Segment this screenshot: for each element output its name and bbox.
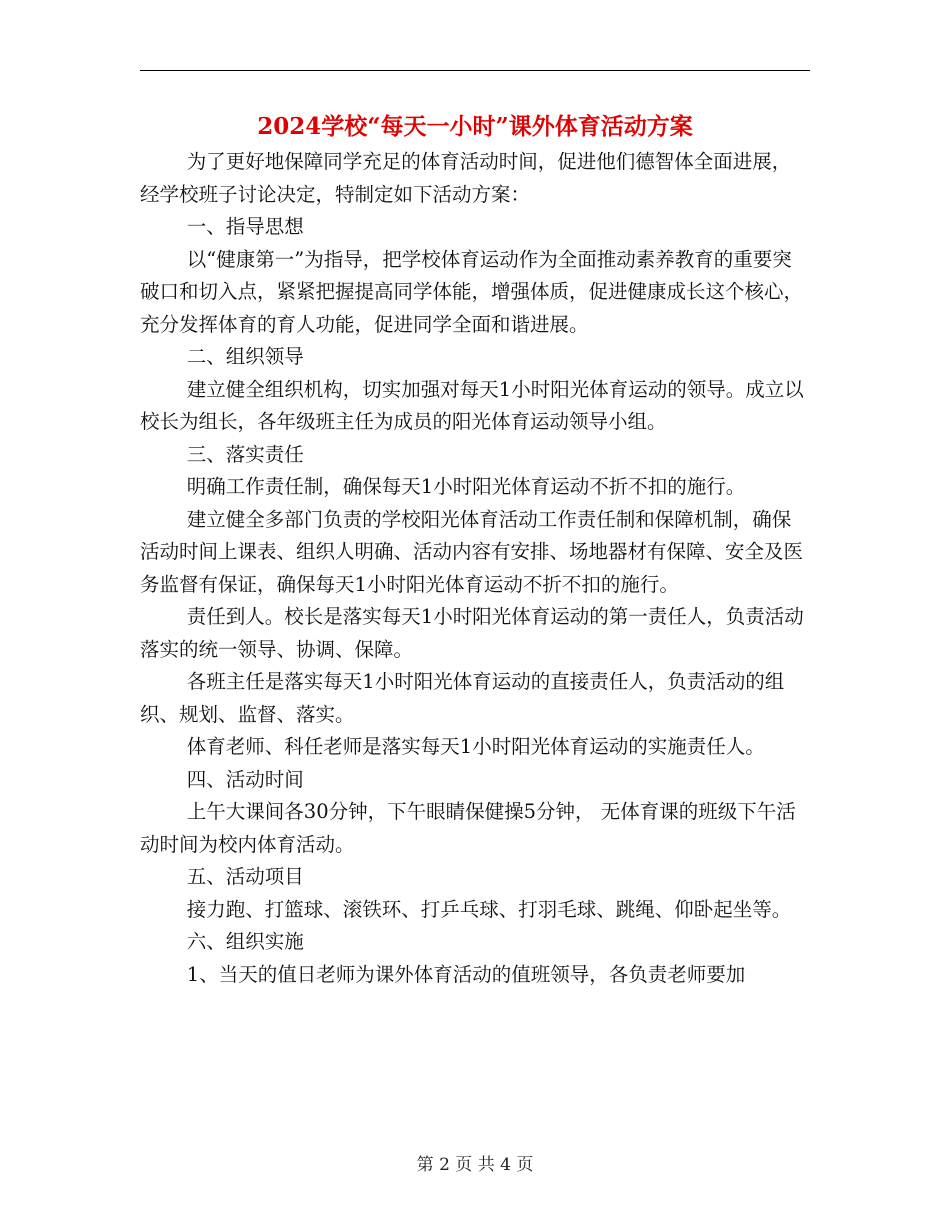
document-title: 2024学校“每天一小时”课外体育活动方案	[257, 113, 693, 140]
paragraph: 1、当天的值日老师为课外体育活动的值班领导，各负责老师要加	[186, 962, 746, 986]
page-footer: 第 2 页 共 4 页	[416, 1155, 534, 1175]
paragraph: 接力跑、打篮球、滚铁环、打乒乓球、打羽毛球、跳绳、仰卧起坐等。	[186, 897, 792, 921]
paragraph: 各班主任是落实每天1小时阳光体育运动的直接责任人，负责活动的组织、规划、监督、落实。	[140, 670, 785, 726]
header-rule	[140, 70, 810, 71]
paragraph: 明确工作责任制，确保每天1小时阳光体育运动不折不扣的施行。	[186, 475, 746, 498]
paragraph: 上午大课间各30分钟，下午眼睛保健操5分钟， 无体育课的班级下午活动时间为校内体育活动。	[140, 800, 796, 856]
section-heading: 三、落实责任	[186, 442, 304, 466]
section-heading: 六、组织实施	[186, 930, 304, 953]
section-heading: 四、活动时间	[186, 767, 304, 791]
paragraph: 为了更好地保障同学充足的体育活动时间，促进他们德智体全面进展，经学校班子讨论决定，特制定如下活动方案：	[140, 150, 792, 206]
paragraph: 建立健全多部门负责的学校阳光体育活动工作责任制和保障机制，确保活动时间上课表、组织人明确、活动内容有安排、场地器材有保障、安全及医务监督有保证，确保每天1小时阳光体育运动不折不扣的施行。	[140, 507, 804, 596]
paragraph: 建立健全组织机构，切实加强对每天1小时阳光体育运动的领导。成立以校长为组长，各年级班主任为成员的阳光体育运动领导小组。	[140, 377, 804, 433]
section-heading: 五、活动项目	[186, 865, 304, 888]
section-heading: 二、组织领导	[186, 345, 304, 368]
section-heading: 一、指导思想	[186, 215, 304, 238]
paragraph: 责任到人。校长是落实每天1小时阳光体育运动的第一责任人，负责活动落实的统一领导、协调、保障。	[140, 605, 804, 661]
paragraph: 以“健康第一”为指导，把学校体育运动作为全面推动素养教育的重要突破口和切入点，紧紧把握提高同学体能，增强体质，促进健康成长这个核心，充分发挥体育的育人功能，促进同学全面和谐进展。	[140, 247, 804, 336]
paragraph: 体育老师、科任老师是落实每天1小时阳光体育运动的实施责任人。	[186, 735, 765, 758]
document-body	[140, 146, 810, 991]
